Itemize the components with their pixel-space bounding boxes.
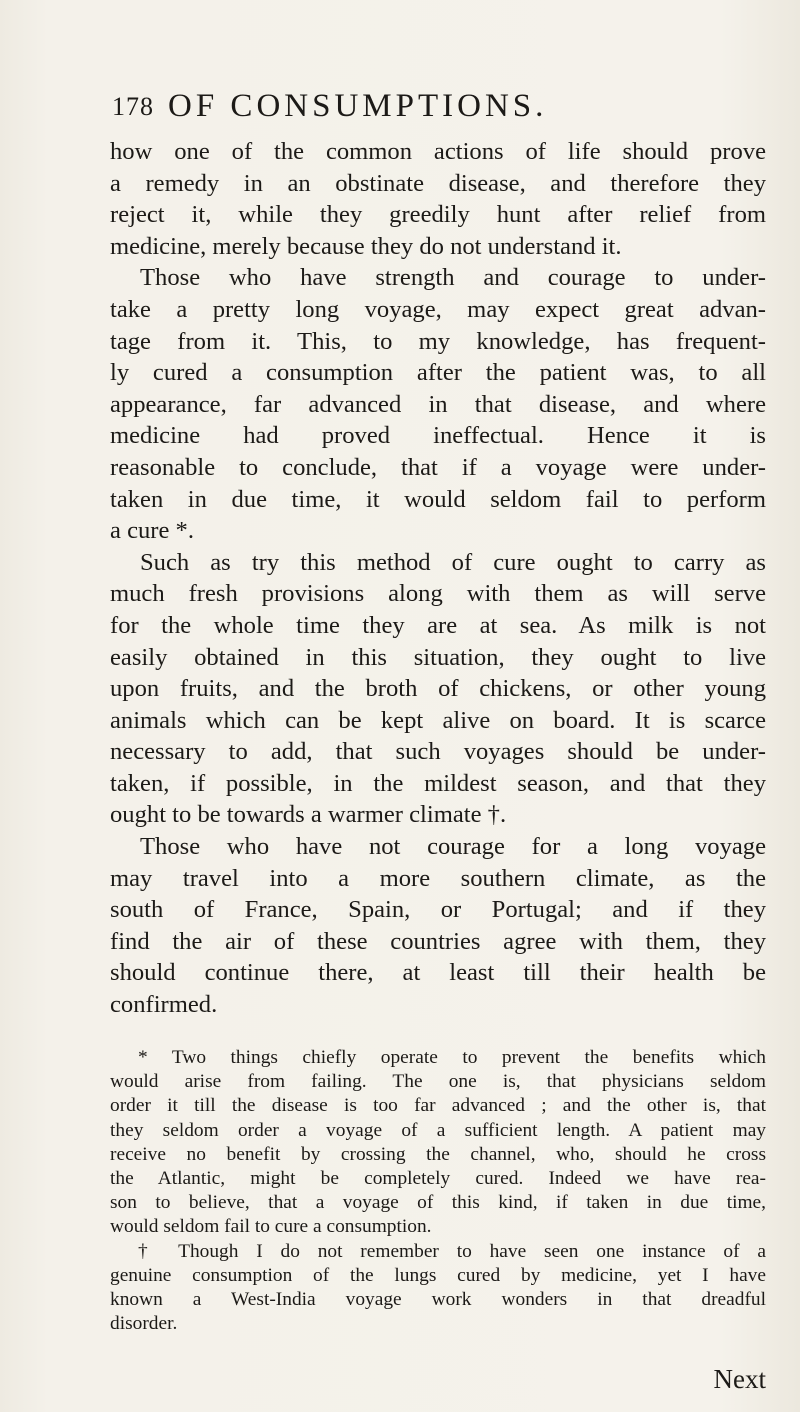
text-line: may travel into a more southern climate, as the <box>110 864 766 892</box>
main-text <box>110 136 766 1021</box>
text-line: south of France, Spain, or Portugal; and if they <box>110 896 766 924</box>
footnote-start: * Two things chiefly operate to prevent the benefits which <box>138 1047 766 1068</box>
text-line: should continue there, at least till their health be <box>110 959 766 987</box>
footnote-line: the Atlantic, might be completely cured. Indeed we have rea- <box>110 1168 766 1190</box>
footnote-line: would arise from failing. The one is, that physicians seldom <box>110 1071 766 1093</box>
text-line: reasonable to conclude, that if a voyage were under- <box>110 453 766 481</box>
text-line: necessary to add, that such voyages should be under- <box>110 738 766 766</box>
footnote-start: † Though I do not remember to have seen one instance of a <box>138 1240 766 1262</box>
footnote-line: disorder. <box>110 1313 178 1335</box>
text-line: a remedy in an obstinate disease, and therefore they <box>110 169 766 197</box>
text-line: tage from it. This, to my knowledge, has frequent- <box>110 327 766 355</box>
page-number: 178 <box>112 92 154 121</box>
text-line: ly cured a consumption after the patient was, to all <box>110 359 766 387</box>
paragraph-start: Those who have not courage for a long voyage <box>140 833 766 861</box>
footnote-line: order it till the disease is too far advanced ; and the other is, that <box>110 1095 766 1117</box>
text-line: confirmed. <box>110 991 218 1019</box>
footnote-line: known a West-India voyage work wonders in that dreadful <box>110 1289 766 1311</box>
text-line: take a pretty long voyage, may expect great advan- <box>110 295 766 323</box>
text-line: animals which can be kept alive on board. It is scarce <box>110 706 766 734</box>
text-line: how one of the common actions of life should prove <box>110 138 766 165</box>
text-line: ought to be towards a warmer climate †. <box>110 801 507 829</box>
footnote-line: would seldom fail to cure a consumption. <box>110 1216 432 1238</box>
footnote-line: genuine consumption of the lungs cured by medicine, yet I have <box>110 1264 766 1286</box>
footnotes <box>110 1046 766 1336</box>
paragraph-start: Such as try this method of cure ought to carry as <box>140 548 766 576</box>
footnote-line: they seldom order a voyage of a sufficient length. A patient may <box>110 1119 766 1141</box>
text-line: for the whole time they are at sea. As milk is not <box>110 611 766 639</box>
text-line: easily obtained in this situation, they ought to live <box>110 643 766 671</box>
footnote-line: receive no benefit by crossing the channel, who, should he cross <box>110 1143 766 1165</box>
text-line: taken in due time, it would seldom fail to perform <box>110 485 766 513</box>
text-line: medicine, merely because they do not understand it. <box>110 232 622 260</box>
text-line: find the air of these countries agree with them, they <box>110 927 766 955</box>
paragraph-start: Those who have strength and courage to under- <box>140 264 766 292</box>
text-line: much fresh provisions along with them as will serve <box>110 580 766 608</box>
running-title: OF CONSUMPTIONS. <box>168 88 548 124</box>
text-line: upon fruits, and the broth of chickens, or other young <box>110 675 766 703</box>
text-line: taken, if possible, in the mildest season, and that they <box>110 769 766 797</box>
text-line: medicine had proved ineffectual. Hence it is <box>110 422 766 450</box>
text-line: reject it, while they greedily hunt after relief from <box>110 201 766 229</box>
page-header <box>112 88 752 128</box>
text-line: appearance, far advanced in that disease, and where <box>110 390 766 418</box>
text-line: a cure *. <box>110 517 194 545</box>
footnote-line: son to believe, that a voyage of this kind, if taken in due time, <box>110 1192 766 1214</box>
catchword: Next <box>713 1364 766 1394</box>
